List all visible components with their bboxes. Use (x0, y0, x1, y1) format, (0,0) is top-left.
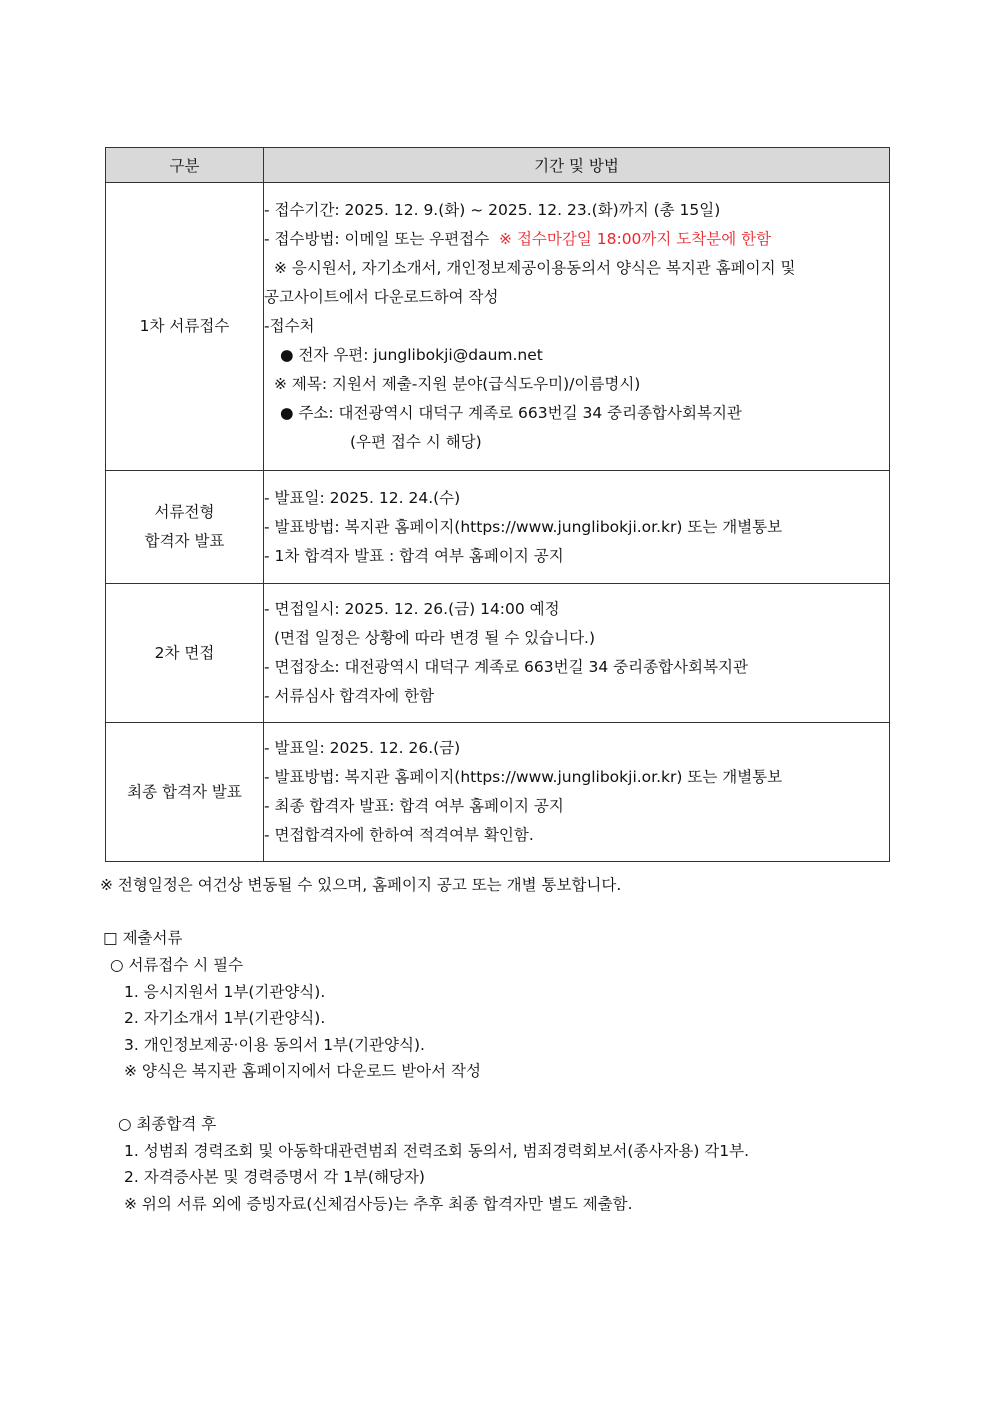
row-category (106, 723, 264, 862)
detail-line: 공고사이트에서 다운로드하여 작성 (264, 288, 499, 306)
documents-note: ※ 위의 서류 외에 증빙자료(신체검사등)는 추후 최종 합격자만 별도 제출함. (124, 1195, 633, 1213)
documents-item: 2. 자기소개서 1부(기관양식). (124, 1009, 326, 1027)
detail-line: - 발표일: 2025. 12. 24.(수) (264, 488, 461, 507)
detail-line: ※ 응시원서, 자기소개서, 개인정보제공이용동의서 양식은 복지관 홈페이지 및 (274, 259, 796, 277)
documents-heading: □ 제출서류 (103, 929, 183, 947)
row-category (106, 471, 264, 584)
detail-line: (면접 일정은 상황에 따라 변경 될 수 있습니다.) (274, 629, 596, 647)
table-row-document-result (106, 471, 890, 584)
row-details (264, 471, 890, 584)
category-label: 합격자 발표 (144, 532, 225, 550)
detail-text: - 접수방법: 이메일 또는 우편접수 (264, 230, 490, 248)
row-details (264, 584, 890, 723)
schedule-note: ※ 전형일정은 여건상 변동될 수 있으며, 홈페이지 공고 또는 개별 통보합니다. (100, 876, 622, 894)
detail-line: - 발표일: 2025. 12. 26.(금) (264, 739, 461, 757)
category-label: 2차 면접 (154, 643, 215, 662)
detail-line: - 발표방법: 복지관 홈페이지(https://www.junglibokji.or.kr) 또는 개별통보 (264, 517, 783, 536)
detail-line: ※ 제목: 지원서 제출-지원 분야(급식도우미)/이름명시) (274, 375, 641, 393)
table-row-interview (106, 584, 890, 723)
detail-line-address: ● 주소: 대전광역시 대덕구 계족로 663번길 34 중리종합사회복지관 (280, 404, 742, 422)
detail-line: (우편 접수 시 해당) (350, 433, 482, 451)
documents-item: 3. 개인정보제공·이용 동의서 1부(기관양식). (124, 1036, 425, 1054)
detail-line: - 최종 합격자 발표: 합격 여부 홈페이지 공지 (264, 797, 564, 815)
detail-line: - 서류심사 합격자에 한함 (264, 687, 435, 705)
row-details (264, 723, 890, 862)
category-label: 1차 서류접수 (139, 317, 230, 335)
detail-line: - 발표방법: 복지관 홈페이지(https://www.junglibokji.or.kr) 또는 개별통보 (264, 768, 783, 786)
category-label: 서류전형 (154, 503, 215, 521)
documents-note: ※ 양식은 복지관 홈페이지에서 다운로드 받아서 작성 (124, 1062, 481, 1080)
documents-item: 2. 자격증사본 및 경력증명서 각 1부(해당자) (124, 1168, 425, 1186)
table-row-final-result (106, 723, 890, 862)
detail-line-email: ● 전자 우편: junglibokji@daum.net (280, 346, 543, 364)
deadline-highlight: ※ 접수마감일 18:00까지 도착분에 한함 (499, 230, 772, 248)
detail-line: - 면접일시: 2025. 12. 26.(금) 14:00 예정 (264, 600, 560, 618)
category-label: 최종 합격자 발표 (127, 782, 242, 801)
schedule-table (105, 147, 890, 862)
documents-group-title: ○ 서류접수 시 필수 (110, 956, 244, 974)
header-period-method: 기간 및 방법 (264, 148, 890, 183)
row-category (106, 584, 264, 723)
table-row-first-screening (106, 183, 890, 471)
detail-line: -접수처 (264, 317, 315, 335)
documents-item: 1. 성범죄 경력조회 및 아동학대관련범죄 전력조회 동의서, 범죄경력회보서(종사자용) 각1부. (124, 1142, 750, 1160)
detail-line: - 면접장소: 대전광역시 대덕구 계족로 663번길 34 중리종합사회복지관 (264, 658, 748, 676)
row-category (106, 183, 264, 471)
detail-line: - 면접합격자에 한하여 적격여부 확인함. (264, 826, 534, 844)
documents-group-title: ○ 최종합격 후 (118, 1115, 217, 1133)
detail-line: - 1차 합격자 발표 : 합격 여부 홈페이지 공지 (264, 546, 564, 565)
documents-item: 1. 응시지원서 1부(기관양식). (124, 983, 326, 1001)
row-details (264, 183, 890, 471)
header-category: 구분 (106, 148, 264, 183)
detail-line: - 접수기간: 2025. 12. 9.(화) ~ 2025. 12. 23.(화)까지 (총 15일) (264, 201, 721, 219)
table-header-row (106, 148, 890, 183)
detail-line (264, 225, 889, 254)
